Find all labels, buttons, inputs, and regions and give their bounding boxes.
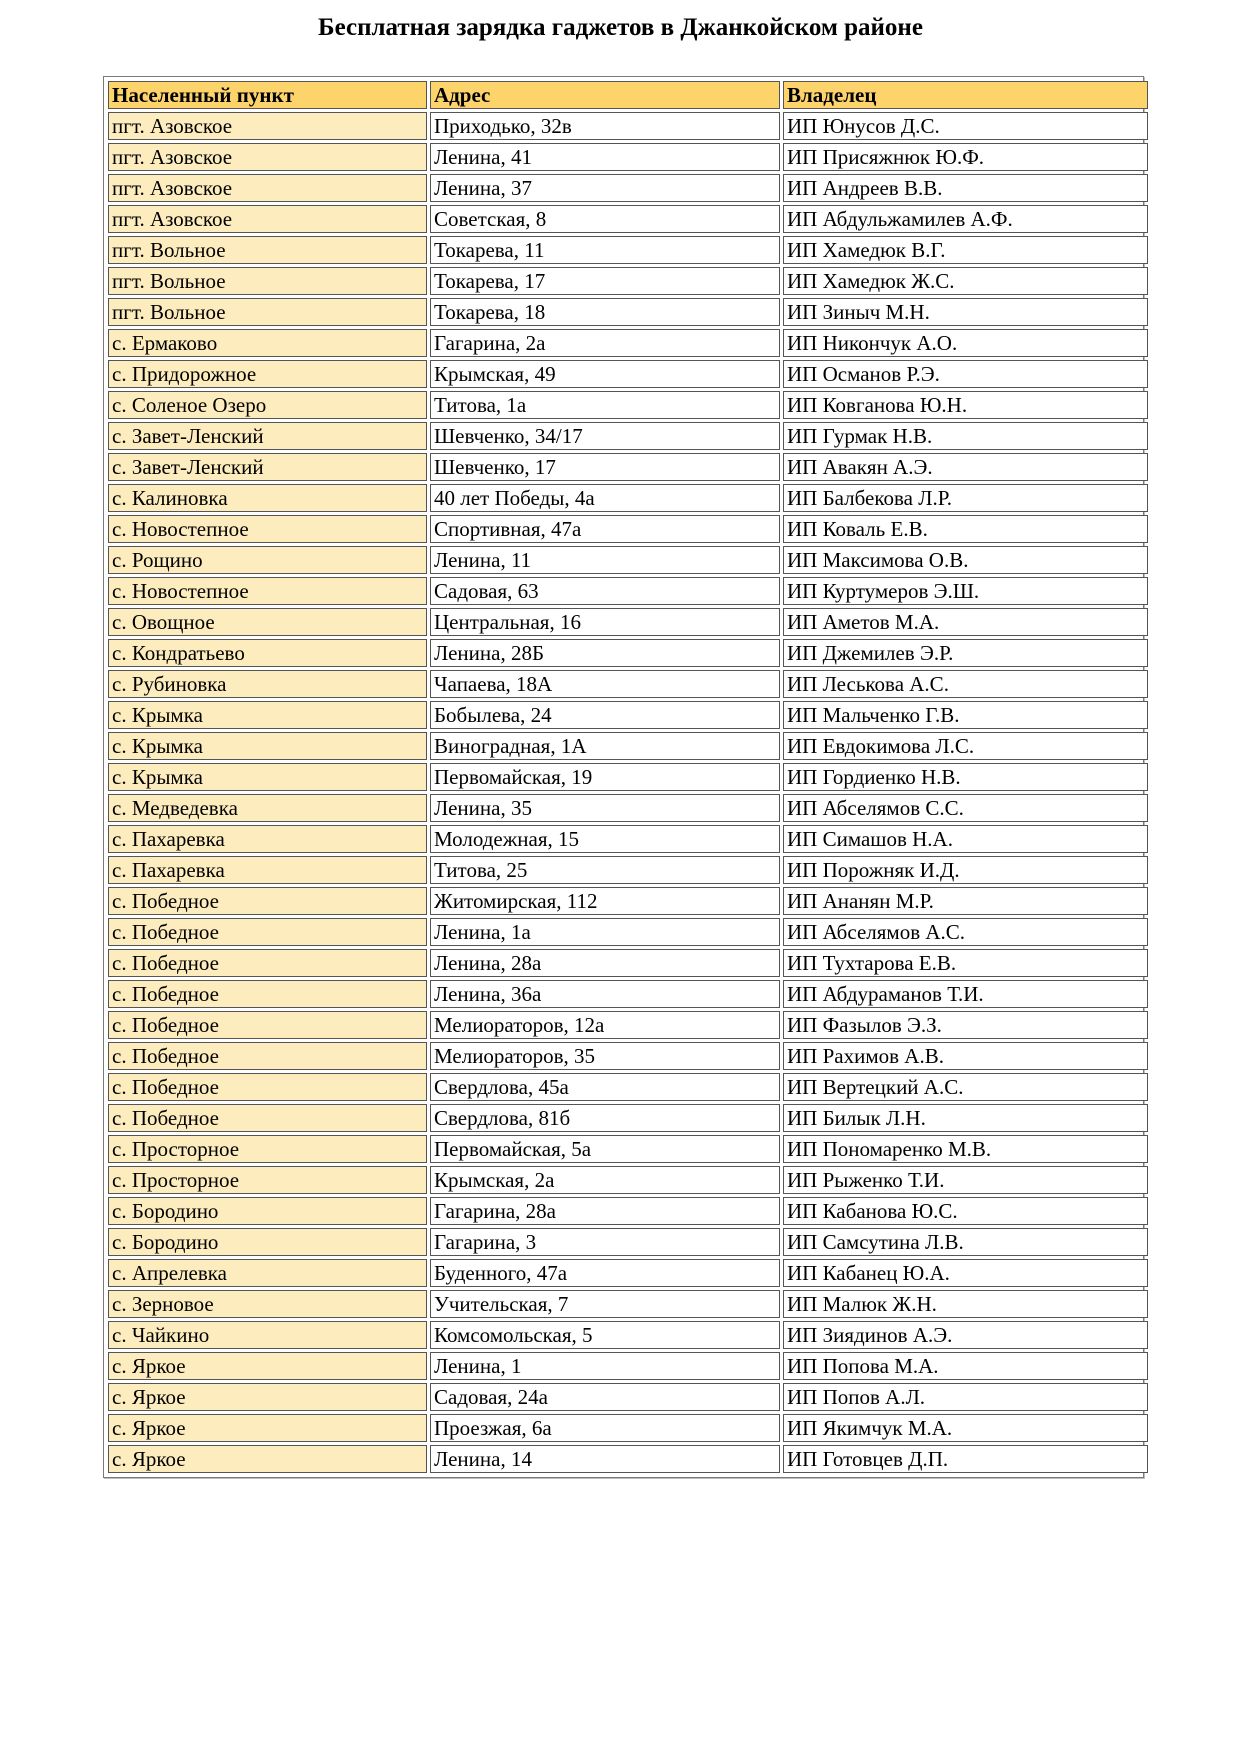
cell-settlement: пгт. Азовское — [108, 205, 427, 233]
cell-settlement: пгт. Вольное — [108, 298, 427, 326]
cell-settlement: с. Крымка — [108, 763, 427, 791]
cell-owner: ИП Леськова А.С. — [783, 670, 1148, 698]
table-row — [108, 608, 1148, 636]
cell-address: Крымская, 2а — [430, 1166, 780, 1194]
table-row — [108, 1104, 1148, 1132]
table-row — [108, 1166, 1148, 1194]
cell-owner: ИП Абдураманов Т.И. — [783, 980, 1148, 1008]
cell-address: Ленина, 1а — [430, 918, 780, 946]
table-row — [108, 1414, 1148, 1442]
cell-owner: ИП Балбекова Л.Р. — [783, 484, 1148, 512]
cell-settlement: пгт. Азовское — [108, 143, 427, 171]
cell-settlement: с. Рощино — [108, 546, 427, 574]
table-row — [108, 205, 1148, 233]
cell-address: Ленина, 36а — [430, 980, 780, 1008]
cell-owner: ИП Хамедюк Ж.С. — [783, 267, 1148, 295]
cell-owner: ИП Кабанова Ю.С. — [783, 1197, 1148, 1225]
table-row — [108, 1011, 1148, 1039]
cell-settlement: с. Победное — [108, 980, 427, 1008]
cell-address: Виноградная, 1А — [430, 732, 780, 760]
table-row — [108, 1135, 1148, 1163]
cell-owner: ИП Абселямов А.С. — [783, 918, 1148, 946]
cell-address: Спортивная, 47а — [430, 515, 780, 543]
table-row — [108, 1383, 1148, 1411]
table-row — [108, 298, 1148, 326]
cell-settlement: с. Чайкино — [108, 1321, 427, 1349]
cell-address: Шевченко, 34/17 — [430, 422, 780, 450]
cell-owner: ИП Рахимов А.В. — [783, 1042, 1148, 1070]
cell-settlement: с. Яркое — [108, 1383, 427, 1411]
cell-settlement: с. Победное — [108, 1104, 427, 1132]
cell-address: Приходько, 32в — [430, 112, 780, 140]
cell-owner: ИП Джемилев Э.Р. — [783, 639, 1148, 667]
cell-address: Чапаева, 18А — [430, 670, 780, 698]
charging-points-table-container — [103, 76, 1144, 1478]
cell-address: Гагарина, 2а — [430, 329, 780, 357]
cell-settlement: с. Крымка — [108, 732, 427, 760]
cell-owner: ИП Билык Л.Н. — [783, 1104, 1148, 1132]
cell-address: Буденного, 47а — [430, 1259, 780, 1287]
page-title: Бесплатная зарядка гаджетов в Джанкойском районе — [318, 14, 923, 41]
cell-settlement: с. Победное — [108, 887, 427, 915]
cell-settlement: с. Бородино — [108, 1197, 427, 1225]
table-row — [108, 732, 1148, 760]
table-row — [108, 236, 1148, 264]
table-row — [108, 701, 1148, 729]
table-row — [108, 980, 1148, 1008]
table-row — [108, 1197, 1148, 1225]
cell-settlement: с. Завет-Ленский — [108, 422, 427, 450]
cell-address: Токарева, 17 — [430, 267, 780, 295]
cell-owner: ИП Мальченко Г.В. — [783, 701, 1148, 729]
cell-settlement: с. Победное — [108, 1011, 427, 1039]
cell-owner: ИП Рыженко Т.И. — [783, 1166, 1148, 1194]
cell-owner: ИП Коваль Е.В. — [783, 515, 1148, 543]
cell-address: Ленина, 35 — [430, 794, 780, 822]
table-row — [108, 174, 1148, 202]
cell-owner: ИП Попов А.Л. — [783, 1383, 1148, 1411]
table-row — [108, 1073, 1148, 1101]
table-row — [108, 856, 1148, 884]
table-row — [108, 422, 1148, 450]
cell-settlement: с. Медведевка — [108, 794, 427, 822]
cell-owner: ИП Гурмак Н.В. — [783, 422, 1148, 450]
table-row — [108, 1259, 1148, 1287]
cell-address: Ленина, 14 — [430, 1445, 780, 1473]
cell-owner: ИП Симашов Н.А. — [783, 825, 1148, 853]
cell-address: Гагарина, 28а — [430, 1197, 780, 1225]
cell-address: 40 лет Победы, 4а — [430, 484, 780, 512]
cell-settlement: с. Просторное — [108, 1135, 427, 1163]
table-row — [108, 1042, 1148, 1070]
table-row — [108, 763, 1148, 791]
header-settlement: Населенный пункт — [108, 81, 427, 109]
cell-owner: ИП Пономаренко М.В. — [783, 1135, 1148, 1163]
cell-address: Свердлова, 45а — [430, 1073, 780, 1101]
table-row — [108, 1321, 1148, 1349]
cell-settlement: пгт. Азовское — [108, 112, 427, 140]
cell-settlement: с. Победное — [108, 949, 427, 977]
cell-owner: ИП Тухтарова Е.В. — [783, 949, 1148, 977]
cell-owner: ИП Куртумеров Э.Ш. — [783, 577, 1148, 605]
cell-address: Токарева, 11 — [430, 236, 780, 264]
table-row — [108, 639, 1148, 667]
cell-settlement: с. Победное — [108, 1073, 427, 1101]
cell-owner: ИП Зиныч М.Н. — [783, 298, 1148, 326]
cell-settlement: с. Новостепное — [108, 515, 427, 543]
cell-owner: ИП Ананян М.Р. — [783, 887, 1148, 915]
cell-owner: ИП Евдокимова Л.С. — [783, 732, 1148, 760]
cell-address: Мелиораторов, 35 — [430, 1042, 780, 1070]
cell-address: Садовая, 24а — [430, 1383, 780, 1411]
cell-address: Комсомольская, 5 — [430, 1321, 780, 1349]
table-row — [108, 670, 1148, 698]
cell-address: Титова, 25 — [430, 856, 780, 884]
cell-owner: ИП Зиядинов А.Э. — [783, 1321, 1148, 1349]
table-row — [108, 1228, 1148, 1256]
header-owner: Владелец — [783, 81, 1148, 109]
cell-address: Крымская, 49 — [430, 360, 780, 388]
cell-address: Мелиораторов, 12а — [430, 1011, 780, 1039]
cell-owner: ИП Андреев В.В. — [783, 174, 1148, 202]
cell-address: Титова, 1а — [430, 391, 780, 419]
table-body — [108, 112, 1148, 1473]
cell-settlement: с. Яркое — [108, 1414, 427, 1442]
table-row — [108, 546, 1148, 574]
cell-address: Учительская, 7 — [430, 1290, 780, 1318]
cell-settlement: с. Победное — [108, 918, 427, 946]
table-row — [108, 1290, 1148, 1318]
table-row — [108, 267, 1148, 295]
cell-address: Проезжая, 6а — [430, 1414, 780, 1442]
cell-settlement: с. Овощное — [108, 608, 427, 636]
cell-settlement: пгт. Вольное — [108, 267, 427, 295]
table-row — [108, 112, 1148, 140]
cell-settlement: пгт. Вольное — [108, 236, 427, 264]
table-row — [108, 949, 1148, 977]
cell-owner: ИП Якимчук М.А. — [783, 1414, 1148, 1442]
table-row — [108, 1445, 1148, 1473]
table-row — [108, 484, 1148, 512]
cell-settlement: пгт. Азовское — [108, 174, 427, 202]
cell-address: Свердлова, 81б — [430, 1104, 780, 1132]
cell-owner: ИП Гордиенко Н.В. — [783, 763, 1148, 791]
cell-owner: ИП Османов Р.Э. — [783, 360, 1148, 388]
cell-address: Гагарина, 3 — [430, 1228, 780, 1256]
cell-address: Советская, 8 — [430, 205, 780, 233]
cell-owner: ИП Юнусов Д.С. — [783, 112, 1148, 140]
cell-address: Шевченко, 17 — [430, 453, 780, 481]
table-row — [108, 918, 1148, 946]
cell-settlement: с. Соленое Озеро — [108, 391, 427, 419]
cell-address: Бобылева, 24 — [430, 701, 780, 729]
cell-owner: ИП Абселямов С.С. — [783, 794, 1148, 822]
table-header-row — [108, 81, 1148, 109]
cell-settlement: с. Яркое — [108, 1352, 427, 1380]
cell-address: Ленина, 11 — [430, 546, 780, 574]
cell-address: Ленина, 37 — [430, 174, 780, 202]
cell-settlement: с. Победное — [108, 1042, 427, 1070]
cell-settlement: с. Просторное — [108, 1166, 427, 1194]
cell-address: Токарева, 18 — [430, 298, 780, 326]
cell-settlement: с. Новостепное — [108, 577, 427, 605]
table-row — [108, 1352, 1148, 1380]
cell-settlement: с. Ермаково — [108, 329, 427, 357]
cell-address: Первомайская, 5а — [430, 1135, 780, 1163]
table-row — [108, 515, 1148, 543]
cell-owner: ИП Готовцев Д.П. — [783, 1445, 1148, 1473]
table-row — [108, 887, 1148, 915]
table-row — [108, 391, 1148, 419]
cell-owner: ИП Авакян А.Э. — [783, 453, 1148, 481]
cell-address: Ленина, 28Б — [430, 639, 780, 667]
table-row — [108, 453, 1148, 481]
cell-owner: ИП Никончук А.О. — [783, 329, 1148, 357]
cell-owner: ИП Самсутина Л.В. — [783, 1228, 1148, 1256]
cell-settlement: с. Калиновка — [108, 484, 427, 512]
cell-settlement: с. Яркое — [108, 1445, 427, 1473]
cell-owner: ИП Малюк Ж.Н. — [783, 1290, 1148, 1318]
cell-owner: ИП Ковганова Ю.Н. — [783, 391, 1148, 419]
table-row — [108, 143, 1148, 171]
table-row — [108, 794, 1148, 822]
cell-owner: ИП Хамедюк В.Г. — [783, 236, 1148, 264]
cell-owner: ИП Присяжнюк Ю.Ф. — [783, 143, 1148, 171]
cell-address: Молодежная, 15 — [430, 825, 780, 853]
cell-settlement: с. Рубиновка — [108, 670, 427, 698]
charging-points-table — [105, 78, 1151, 1476]
cell-owner: ИП Фазылов Э.З. — [783, 1011, 1148, 1039]
table-row — [108, 360, 1148, 388]
cell-owner: ИП Максимова О.В. — [783, 546, 1148, 574]
cell-settlement: с. Завет-Ленский — [108, 453, 427, 481]
table-row — [108, 329, 1148, 357]
cell-settlement: с. Крымка — [108, 701, 427, 729]
cell-address: Ленина, 41 — [430, 143, 780, 171]
cell-settlement: с. Зерновое — [108, 1290, 427, 1318]
cell-settlement: с. Апрелевка — [108, 1259, 427, 1287]
cell-address: Ленина, 28а — [430, 949, 780, 977]
table-row — [108, 577, 1148, 605]
cell-owner: ИП Кабанец Ю.А. — [783, 1259, 1148, 1287]
cell-owner: ИП Порожняк И.Д. — [783, 856, 1148, 884]
cell-owner: ИП Вертецкий А.С. — [783, 1073, 1148, 1101]
cell-owner: ИП Аметов М.А. — [783, 608, 1148, 636]
cell-settlement: с. Придорожное — [108, 360, 427, 388]
cell-owner: ИП Попова М.А. — [783, 1352, 1148, 1380]
cell-address: Ленина, 1 — [430, 1352, 780, 1380]
cell-address: Житомирская, 112 — [430, 887, 780, 915]
table-row — [108, 825, 1148, 853]
cell-settlement: с. Пахаревка — [108, 825, 427, 853]
cell-owner: ИП Абдульжамилев А.Ф. — [783, 205, 1148, 233]
header-address: Адрес — [430, 81, 780, 109]
cell-settlement: с. Пахаревка — [108, 856, 427, 884]
cell-address: Садовая, 63 — [430, 577, 780, 605]
cell-address: Первомайская, 19 — [430, 763, 780, 791]
cell-settlement: с. Кондратьево — [108, 639, 427, 667]
cell-settlement: с. Бородино — [108, 1228, 427, 1256]
cell-address: Центральная, 16 — [430, 608, 780, 636]
